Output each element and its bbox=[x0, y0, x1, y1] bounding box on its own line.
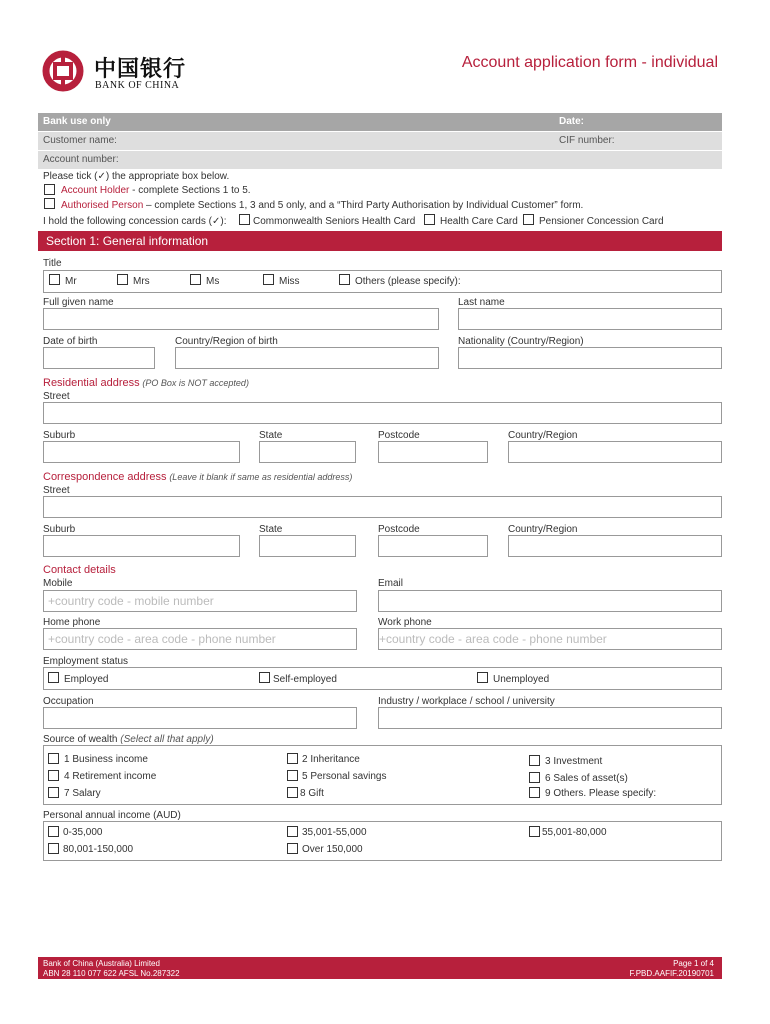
section-1-title: Section 1: General information bbox=[46, 234, 209, 248]
income-over-150000-checkbox[interactable] bbox=[287, 843, 298, 854]
title-others-checkbox[interactable] bbox=[339, 274, 350, 285]
customer-name-row bbox=[38, 132, 722, 150]
employed-label: Employed bbox=[64, 674, 109, 685]
correspondence-postcode-input[interactable] bbox=[378, 535, 488, 557]
wealth-personal-savings-checkbox[interactable] bbox=[287, 770, 298, 781]
footer-page-number: Page 1 of 4 bbox=[673, 959, 714, 968]
industry-input[interactable] bbox=[378, 707, 722, 729]
income-35001-55000-label: 35,001-55,000 bbox=[302, 827, 367, 838]
full-given-name-input[interactable] bbox=[43, 308, 439, 330]
residential-suburb-input[interactable] bbox=[43, 441, 240, 463]
seniors-card-label: Commonwealth Seniors Health Card bbox=[253, 216, 416, 227]
wealth-salary-label: 7 Salary bbox=[64, 788, 101, 799]
account-holder-text: - complete Sections 1 to 5. bbox=[129, 185, 251, 196]
full-given-name-label: Full given name bbox=[43, 297, 114, 308]
residential-heading-text: Residential address bbox=[43, 377, 140, 389]
home-phone-placeholder: +country code - area code - phone number bbox=[48, 632, 276, 646]
title-mr-label: Mr bbox=[65, 276, 77, 287]
footer-form-code: F.PBD.AAFIF.20190701 bbox=[629, 969, 714, 978]
correspondence-suburb-input[interactable] bbox=[43, 535, 240, 557]
title-miss-label: Miss bbox=[279, 276, 300, 287]
bank-logo bbox=[42, 50, 202, 95]
unemployed-checkbox[interactable] bbox=[477, 672, 488, 683]
residential-postcode-input[interactable] bbox=[378, 441, 488, 463]
bank-use-label: Bank use only bbox=[43, 116, 111, 127]
wealth-retirement-income-label: 4 Retirement income bbox=[64, 771, 157, 782]
correspondence-heading bbox=[43, 471, 352, 483]
self-employed-label: Self-employed bbox=[273, 674, 337, 685]
wealth-gift-checkbox[interactable] bbox=[287, 787, 298, 798]
nationality-label: Nationality (Country/Region) bbox=[458, 336, 584, 347]
income-80001-150000-checkbox[interactable] bbox=[48, 843, 59, 854]
work-phone-input[interactable] bbox=[378, 628, 722, 650]
country-of-birth-label: Country/Region of birth bbox=[175, 336, 278, 347]
income-0-35000-label: 0-35,000 bbox=[63, 827, 103, 838]
last-name-label: Last name bbox=[458, 297, 505, 308]
title-label: Title bbox=[43, 258, 62, 269]
wealth-gift-label: 8 Gift bbox=[300, 788, 324, 799]
seniors-card-checkbox[interactable] bbox=[239, 214, 250, 225]
form-title: Account application form - individual bbox=[461, 54, 718, 71]
mobile-placeholder: +country code - mobile number bbox=[48, 594, 214, 608]
wealth-others-checkbox[interactable] bbox=[529, 787, 540, 798]
work-phone-label: Work phone bbox=[378, 617, 432, 628]
industry-label: Industry / workplace / school / university bbox=[378, 696, 555, 707]
wealth-investment-label: 3 Investment bbox=[545, 756, 603, 767]
residential-street-label: Street bbox=[43, 391, 70, 402]
residential-suburb-label: Suburb bbox=[43, 430, 76, 441]
correspondence-heading-text: Correspondence address bbox=[43, 471, 167, 483]
title-mrs-label: Mrs bbox=[133, 276, 150, 287]
employment-options-box bbox=[43, 667, 722, 690]
footer-company: Bank of China (Australia) Limited bbox=[43, 959, 160, 968]
account-holder-option bbox=[61, 185, 251, 196]
account-holder-checkbox[interactable] bbox=[44, 184, 55, 195]
date-label: Date: bbox=[559, 116, 585, 127]
residential-country-label: Country/Region bbox=[508, 430, 578, 441]
correspondence-note: (Leave it blank if same as residential address) bbox=[169, 472, 353, 482]
contact-heading: Contact details bbox=[43, 564, 116, 576]
wealth-retirement-income-checkbox[interactable] bbox=[48, 770, 59, 781]
wealth-sales-assets-label: 6 Sales of asset(s) bbox=[545, 773, 628, 784]
health-care-card-label: Health Care Card bbox=[440, 216, 518, 227]
home-phone-input[interactable] bbox=[43, 628, 357, 650]
correspondence-street-input[interactable] bbox=[43, 496, 722, 518]
authorised-person-checkbox[interactable] bbox=[44, 198, 55, 209]
employed-checkbox[interactable] bbox=[48, 672, 59, 683]
bank-use-header bbox=[38, 113, 722, 131]
work-phone-placeholder: +country code - area code - phone number bbox=[379, 632, 607, 646]
correspondence-street-label: Street bbox=[43, 485, 70, 496]
wealth-personal-savings-label: 5 Personal savings bbox=[302, 771, 387, 782]
wealth-inheritance-label: 2 Inheritance bbox=[302, 754, 360, 765]
mobile-input[interactable] bbox=[43, 590, 357, 612]
wealth-label-row bbox=[43, 734, 214, 745]
residential-postcode-label: Postcode bbox=[378, 430, 420, 441]
home-phone-label: Home phone bbox=[43, 617, 101, 628]
wealth-investment-checkbox[interactable] bbox=[529, 755, 540, 766]
occupation-input[interactable] bbox=[43, 707, 357, 729]
footer-abn: ABN 28 110 077 622 AFSL No.287322 bbox=[43, 969, 180, 978]
email-label: Email bbox=[378, 578, 404, 589]
authorised-person-text: – complete Sections 1, 3 and 5 only, and a “Third Party Authorisation by Individual Customer” form. bbox=[143, 200, 584, 211]
tick-prompt: Please tick (✓) the appropriate box below. bbox=[43, 171, 230, 182]
residential-heading bbox=[43, 377, 249, 389]
residential-note: (PO Box is NOT accepted) bbox=[142, 378, 249, 388]
correspondence-state-input[interactable] bbox=[259, 535, 356, 557]
residential-street-input[interactable] bbox=[43, 402, 722, 424]
title-ms-label: Ms bbox=[206, 276, 220, 287]
nationality-input[interactable] bbox=[458, 347, 722, 369]
title-others-label: Others (please specify): bbox=[355, 276, 461, 287]
correspondence-state-label: State bbox=[259, 524, 283, 535]
correspondence-country-label: Country/Region bbox=[508, 524, 578, 535]
title-ms-checkbox[interactable] bbox=[190, 274, 201, 285]
income-over-150000-label: Over 150,000 bbox=[302, 844, 363, 855]
wealth-salary-checkbox[interactable] bbox=[48, 787, 59, 798]
date-of-birth-label: Date of birth bbox=[43, 336, 98, 347]
employment-status-label: Employment status bbox=[43, 656, 129, 667]
mobile-label: Mobile bbox=[43, 578, 73, 589]
title-mr-checkbox[interactable] bbox=[49, 274, 60, 285]
concession-prompt: I hold the following concession cards (✓): bbox=[43, 216, 227, 227]
logo-english-text: BANK OF CHINA bbox=[95, 80, 180, 91]
country-of-birth-input[interactable] bbox=[175, 347, 439, 369]
residential-country-input[interactable] bbox=[508, 441, 722, 463]
health-care-card-checkbox[interactable] bbox=[424, 214, 435, 225]
wealth-business-income-label: 1 Business income bbox=[64, 754, 148, 765]
section-1-header bbox=[38, 231, 722, 251]
correspondence-country-input[interactable] bbox=[508, 535, 722, 557]
account-holder-label: Account Holder bbox=[61, 185, 130, 196]
title-miss-checkbox[interactable] bbox=[263, 274, 274, 285]
wealth-label: Source of wealth bbox=[43, 734, 118, 745]
income-80001-150000-label: 80,001-150,000 bbox=[63, 844, 134, 855]
income-label: Personal annual income (AUD) bbox=[43, 810, 181, 821]
page-footer bbox=[38, 957, 722, 979]
income-55001-80000-checkbox[interactable] bbox=[529, 826, 540, 837]
income-35001-55000-checkbox[interactable] bbox=[287, 826, 298, 837]
authorised-person-label: Authorised Person bbox=[61, 200, 144, 211]
correspondence-suburb-label: Suburb bbox=[43, 524, 76, 535]
bank-of-china-logo-icon bbox=[42, 50, 84, 92]
unemployed-label: Unemployed bbox=[493, 674, 550, 685]
income-0-35000-checkbox[interactable] bbox=[48, 826, 59, 837]
wealth-others-label: 9 Others. Please specify: bbox=[545, 788, 657, 799]
logo-chinese-text: 中国银行 bbox=[94, 56, 187, 82]
email-input[interactable] bbox=[378, 590, 722, 612]
pensioner-card-label: Pensioner Concession Card bbox=[539, 216, 664, 227]
residential-state-input[interactable] bbox=[259, 441, 356, 463]
wealth-sales-assets-checkbox[interactable] bbox=[529, 772, 540, 783]
correspondence-postcode-label: Postcode bbox=[378, 524, 420, 535]
account-number-row bbox=[38, 151, 722, 169]
income-options-box bbox=[43, 821, 722, 861]
wealth-business-income-checkbox[interactable] bbox=[48, 753, 59, 764]
authorised-person-option bbox=[61, 200, 583, 211]
pensioner-card-checkbox[interactable] bbox=[523, 214, 534, 225]
customer-name-label: Customer name: bbox=[43, 135, 117, 146]
income-55001-80000-label: 55,001-80,000 bbox=[542, 827, 607, 838]
wealth-inheritance-checkbox[interactable] bbox=[287, 753, 298, 764]
title-mrs-checkbox[interactable] bbox=[117, 274, 128, 285]
last-name-input[interactable] bbox=[458, 308, 722, 330]
occupation-label: Occupation bbox=[43, 696, 94, 707]
self-employed-checkbox[interactable] bbox=[259, 672, 270, 683]
date-of-birth-input[interactable] bbox=[43, 347, 155, 369]
residential-state-label: State bbox=[259, 430, 283, 441]
wealth-note: (Select all that apply) bbox=[120, 734, 214, 745]
cif-number-label: CIF number: bbox=[559, 135, 615, 146]
account-number-label: Account number: bbox=[43, 154, 119, 165]
